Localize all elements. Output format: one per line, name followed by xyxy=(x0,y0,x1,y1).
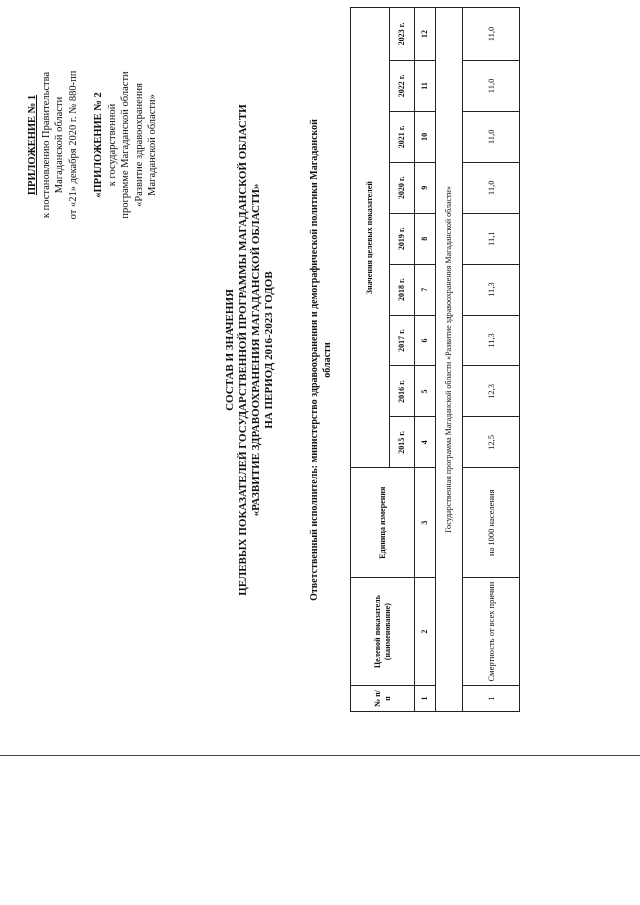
title-line: СОСТАВ И ЗНАЧЕНИЯ xyxy=(224,289,236,411)
column-number: 12 xyxy=(415,8,436,61)
year-header: 2023 г. xyxy=(390,8,415,61)
header-values: Значения целевых показателей xyxy=(351,8,390,468)
executor-line: Ответственный исполнитель: министерство здравоохранения и демографической политики Магаданской xyxy=(309,119,320,601)
year-header: 2015 г. xyxy=(390,417,415,468)
row-value: 11,3 xyxy=(463,264,520,315)
appendix-line: от «21» декабря 2020 г. № 880-пп xyxy=(67,70,79,220)
column-number: 1 xyxy=(415,686,436,712)
executor-line: области xyxy=(322,342,333,378)
column-number: 7 xyxy=(415,264,436,315)
row-value: 11,0 xyxy=(463,8,520,61)
appendix-block xyxy=(26,10,160,280)
appendix-line: Магаданской области xyxy=(54,96,65,194)
title-line: ЦЕЛЕВЫХ ПОКАЗАТЕЛЕЙ ГОСУДАРСТВЕННОЙ ПРОГРАММЫ МАГАДАНСКОЙ ОБЛАСТИ xyxy=(237,104,249,596)
responsible-executor xyxy=(308,10,334,710)
year-header: 2020 г. xyxy=(390,162,415,213)
row-value: 11,3 xyxy=(463,315,520,366)
column-number: 11 xyxy=(415,60,436,111)
column-number: 3 xyxy=(415,468,436,578)
column-number: 8 xyxy=(415,213,436,264)
column-number: 2 xyxy=(415,578,436,686)
row-value: 12,5 xyxy=(463,417,520,468)
year-header: 2019 г. xyxy=(390,213,415,264)
row-value: 11,1 xyxy=(463,213,520,264)
program-name: Государственная программа Магаданской области «Развитие здравоохранения Магаданской области» xyxy=(436,8,463,712)
indicators-table xyxy=(350,7,520,712)
year-header: 2018 г. xyxy=(390,264,415,315)
column-number: 10 xyxy=(415,111,436,162)
appendix-line: программе Магаданской области xyxy=(120,71,131,219)
program-row xyxy=(436,8,463,712)
appendix-title-2: «ПРИЛОЖЕНИЕ № 2 xyxy=(93,92,104,198)
year-header: 2022 г. xyxy=(390,60,415,111)
column-number: 4 xyxy=(415,417,436,468)
title-line: НА ПЕРИОД 2016-2023 ГОДОВ xyxy=(263,271,275,429)
row-indicator-name: Смертность от всех причин xyxy=(463,578,520,686)
row-num: 1 xyxy=(463,686,520,712)
table-header-row xyxy=(351,8,390,712)
column-number: 6 xyxy=(415,315,436,366)
document-title xyxy=(224,50,276,650)
row-unit: на 1000 населения xyxy=(463,468,520,578)
year-header: 2016 г. xyxy=(390,366,415,417)
year-header: 2021 г. xyxy=(390,111,415,162)
appendix-line: к государственной xyxy=(106,103,118,187)
column-number: 9 xyxy=(415,162,436,213)
table-row xyxy=(463,8,520,712)
column-number: 5 xyxy=(415,366,436,417)
column-numbers-row xyxy=(415,8,436,712)
appendix-line: Магаданской области» xyxy=(147,94,158,196)
appendix-line: к постановлению Правительства xyxy=(40,71,52,219)
header-num: № п/п xyxy=(351,686,415,712)
row-value: 11,0 xyxy=(463,60,520,111)
header-unit: Единица измерения xyxy=(351,468,415,578)
row-value: 11,0 xyxy=(463,162,520,213)
year-header: 2017 г. xyxy=(390,315,415,366)
title-line: «РАЗВИТИЕ ЗДРАВООХРАНЕНИЯ МАГАДАНСКОЙ ОБЛАСТИ» xyxy=(250,183,262,517)
header-indicator-name: Целевой показатель (наименование) xyxy=(351,578,415,686)
page-divider-line xyxy=(0,755,640,756)
row-value: 11,0 xyxy=(463,111,520,162)
appendix-line: «Развитие здравоохранения xyxy=(133,83,145,207)
appendix-title: ПРИЛОЖЕНИЕ № 1 xyxy=(27,94,38,196)
row-value: 12,3 xyxy=(463,366,520,417)
